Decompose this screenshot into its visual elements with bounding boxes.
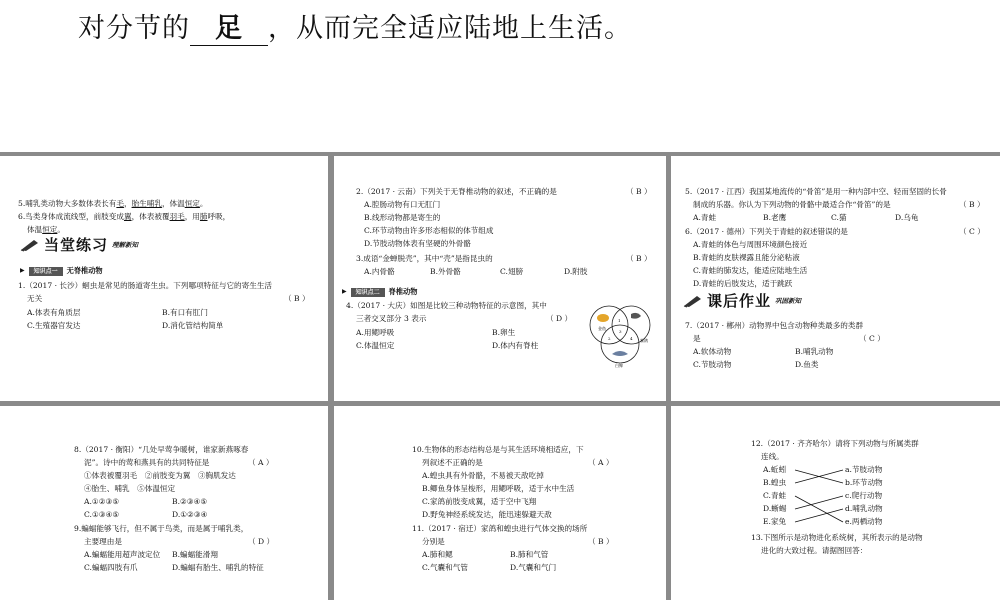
top-after: ，从而完全适应陆地上生活。 xyxy=(268,13,632,44)
pigeon-icon xyxy=(631,313,641,319)
panel-3 xyxy=(671,156,1000,401)
matching-lines xyxy=(671,406,1000,600)
question-11-answer: （ B ） xyxy=(588,537,614,546)
question-2-stem: 2.（2017 · 云南）下列关于无脊椎动物的叙述，不正确的是 xyxy=(356,187,557,196)
question-5-stem: 5.（2017 · 江西）我国某地流传的“骨笛”是用一种内部中空、轻而坚固的长骨 xyxy=(685,187,947,196)
option-c: C.青蛙的肺发达，能适应陆地生活 xyxy=(693,266,808,275)
question-12-stem: 12.（2017 · 齐齐哈尔）请将下列动物与所属类群 xyxy=(751,439,919,448)
panel-1 xyxy=(0,156,328,401)
option-b: B.卵生 xyxy=(492,328,516,337)
venn-diagram xyxy=(584,300,654,370)
match-line-c-e xyxy=(795,496,843,522)
option-b: B.青蛙的皮肤裸露且能分泌粘液 xyxy=(693,253,800,262)
option-c: C.蝙蝠四肢有爪 xyxy=(84,563,138,572)
question-2-answer: （ B ） xyxy=(626,187,652,196)
option-c: C.气囊和气管 xyxy=(422,563,468,572)
option-a: A.肺和鳃 xyxy=(422,550,453,559)
right-item-a: a.节肢动物 xyxy=(845,465,883,474)
option-c: C.节肢动物 xyxy=(693,360,732,369)
option-b: B.肺和气管 xyxy=(510,550,549,559)
top-before: 对分节的 xyxy=(78,13,190,44)
top-sentence xyxy=(78,6,632,46)
venn-region-4: 4 xyxy=(630,336,633,341)
venn-label-goldfish: 金鱼 xyxy=(598,326,606,331)
left-item-e: E.家兔 xyxy=(763,517,787,526)
question-9-answer: （ D ） xyxy=(248,537,275,546)
option-a: A.青蛙的体色与周围环境颜色接近 xyxy=(693,240,808,249)
top-answer-blank: 足 xyxy=(190,6,268,46)
option-c: C.环节动物由许多形态相似的体节组成 xyxy=(364,226,494,235)
question-1-stem-2: 无关 xyxy=(27,294,43,303)
question-1-answer: （ B ） xyxy=(284,294,310,303)
question-10-stem-2: 列叙述不正确的是 xyxy=(422,458,483,467)
option-d: D.蝙蝠有胎生、哺乳的特征 xyxy=(172,563,264,572)
option-a: A.腔肠动物有口无肛门 xyxy=(364,200,441,209)
banner-title: 课后作业 xyxy=(707,291,772,310)
option-d: D.鱼类 xyxy=(795,360,819,369)
option-d: D.①②③④ xyxy=(172,510,208,519)
option-b: B.鲫鱼身体呈梭形，用鳃呼吸，适于水中生活 xyxy=(422,484,575,493)
option-b: B.线形动物都是寄生的 xyxy=(364,213,441,222)
left-item-c: C.青蛙 xyxy=(763,491,787,500)
option-a: A.用鳃呼吸 xyxy=(356,328,395,337)
question-5-answer: （ B ） xyxy=(959,200,985,209)
option-a: A.蝗虫具有外骨骼，不易被天敌吃掉 xyxy=(422,471,544,480)
option-c: C.①③④⑤ xyxy=(84,510,120,519)
option-b: B.蝙蝠能滑翔 xyxy=(172,550,218,559)
pen-icon xyxy=(20,238,40,252)
option-d: D.气囊和气门 xyxy=(510,563,557,572)
option-d: D.节肢动物体表有坚硬的外骨骼 xyxy=(364,239,471,248)
venn-label-pigeon: 家鸽 xyxy=(640,338,648,343)
match-line-e-d xyxy=(795,509,843,522)
option-a: A.青蛙 xyxy=(693,213,717,222)
whale-icon xyxy=(612,351,628,356)
question-5-line: 5.哺乳类动物大多数体表长有毛，胎生哺乳，体温恒定。 xyxy=(18,199,208,208)
option-c: C.家鸽前肢变成翼，适于空中飞翔 xyxy=(422,497,537,506)
question-11-stem-2: 分别是 xyxy=(422,537,445,546)
question-1-stem: 1.（2017 · 长沙）蛔虫是常见的肠道寄生虫。下列哪项特征与它的寄生生活 xyxy=(18,281,273,290)
match-line-d-c xyxy=(795,496,843,509)
option-d: D.野兔神经系统发达，能迅速躲避天敌 xyxy=(422,510,552,519)
venn-region-2: 2 xyxy=(608,336,611,341)
right-item-b: b.环节动物 xyxy=(845,478,883,487)
question-4-answer: （ D ） xyxy=(546,314,573,323)
option-c: C.猫 xyxy=(831,213,847,222)
homework-banner xyxy=(683,291,802,310)
question-9-stem: 9.蝙蝠能够飞行，但不属于鸟类，而是属于哺乳类， xyxy=(74,524,249,533)
question-6-stem: 6.（2017 · 德州）下列关于青蛙的叙述错误的是 xyxy=(685,227,848,236)
question-13-stem-2: 进化的大致过程。请据图回答： xyxy=(761,546,868,555)
venn-region-3: 3 xyxy=(619,329,622,334)
option-b: B.有口有肛门 xyxy=(162,308,208,317)
panel-5 xyxy=(334,406,666,600)
panel-2 xyxy=(334,156,666,401)
left-item-a: A.蚯蚓 xyxy=(763,465,787,474)
banner-subtitle: 巩固新知 xyxy=(775,296,802,305)
right-item-c: c.爬行动物 xyxy=(845,491,883,500)
right-item-e: e.两栖动物 xyxy=(845,517,883,526)
question-8-items-2: ④胎生、哺乳 ⑤体温恒定 xyxy=(84,484,176,493)
question-6-line-2: 体温恒定。 xyxy=(27,225,65,234)
question-8-stem: 8.（2017 · 衡阳）“几处早莺争暖树，谁家新燕啄春 xyxy=(74,445,249,454)
option-b: B.外骨骼 xyxy=(430,267,461,276)
panel-4 xyxy=(0,406,328,600)
option-d: D.青蛙的后肢发达，适于跳跃 xyxy=(693,279,793,288)
question-5-stem-2: 制成的乐器。你认为下列动物的骨骼中最适合作“骨笛”的是 xyxy=(693,200,891,209)
goldfish-icon xyxy=(597,314,609,322)
venn-label-whale: 白鲸 xyxy=(615,363,623,368)
option-a: A.蝙蝠能用超声波定位 xyxy=(84,550,161,559)
option-b: B.老鹰 xyxy=(763,213,787,222)
question-10-stem: 10.生物体的形态结构总是与其生活环境相适应，下 xyxy=(412,445,584,454)
option-a: A.体表有角质层 xyxy=(27,308,81,317)
option-d: D.消化管结构简单 xyxy=(162,321,224,330)
knowledge-point-tag: ▶ 知识点一 无脊椎动物 xyxy=(20,266,103,275)
option-d: D.乌龟 xyxy=(895,213,919,222)
question-9-stem-2: 主要理由是 xyxy=(84,537,122,546)
banner-subtitle: 理解新知 xyxy=(112,240,139,249)
banner-title: 当堂练习 xyxy=(44,235,109,254)
question-8-items-1: ①体表被覆羽毛 ②前肢变为翼 ③胸肌发达 xyxy=(84,471,236,480)
question-4-stem-2: 三者交叉部分 3 表示 xyxy=(356,314,427,323)
option-b: B.哺乳动物 xyxy=(795,347,834,356)
question-6-answer: （ C ） xyxy=(959,227,985,236)
option-c: C.翅膀 xyxy=(500,267,524,276)
option-c: C.生殖器官发达 xyxy=(27,321,81,330)
question-4-stem: 4.（2017 · 大庆）如图是比较三种动物特征的示意图，其中 xyxy=(346,301,547,310)
question-10-answer: （ A ） xyxy=(588,458,614,467)
in-class-practice-banner xyxy=(20,235,139,254)
question-8-answer: （ A ） xyxy=(248,458,274,467)
question-7-answer: （ C ） xyxy=(859,334,885,343)
left-item-d: D.蜥蜴 xyxy=(763,504,787,513)
match-line-a-b xyxy=(795,470,843,483)
question-7-stem: 7.（2017 · 郴州）动物界中包含动物种类最多的类群 xyxy=(685,321,864,330)
option-d: D.附肢 xyxy=(564,267,588,276)
option-c: C.体温恒定 xyxy=(356,341,395,350)
question-7-stem-2: 是 xyxy=(693,334,701,343)
option-b: B.②③④⑤ xyxy=(172,497,208,506)
right-item-d: d.哺乳动物 xyxy=(845,504,883,513)
option-a: A.软体动物 xyxy=(693,347,732,356)
question-6-line-1: 6.鸟类身体成流线型，前肢变成翼，体表被覆羽毛，用肺呼吸， xyxy=(18,212,231,221)
venn-region-1: 1 xyxy=(618,318,621,323)
option-d: D.体内有脊柱 xyxy=(492,341,539,350)
question-12-stem-2: 连线。 xyxy=(761,452,784,461)
panel-6 xyxy=(671,406,1000,600)
match-line-b-a xyxy=(795,470,843,483)
question-3-answer: （ B ） xyxy=(626,254,652,263)
left-item-b: B.蝗虫 xyxy=(763,478,787,487)
pen-icon xyxy=(683,294,703,308)
question-3-stem: 3.成语“金蝉脱壳”，其中“壳”是指昆虫的 xyxy=(356,254,493,263)
question-8-stem-2: 泥”。诗中的莺和燕具有的共同特征是 xyxy=(84,458,210,467)
question-11-stem: 11.（2017 · 宿迁）家鸽和蝗虫进行气体交换的场所 xyxy=(412,524,588,533)
option-a: A.①②③⑤ xyxy=(84,497,120,506)
option-a: A.内骨骼 xyxy=(364,267,395,276)
question-13-stem: 13.下图所示是动物进化系统树，其所表示的是动物 xyxy=(751,533,923,542)
knowledge-point-tag: ▶ 知识点二 脊椎动物 xyxy=(342,287,418,296)
